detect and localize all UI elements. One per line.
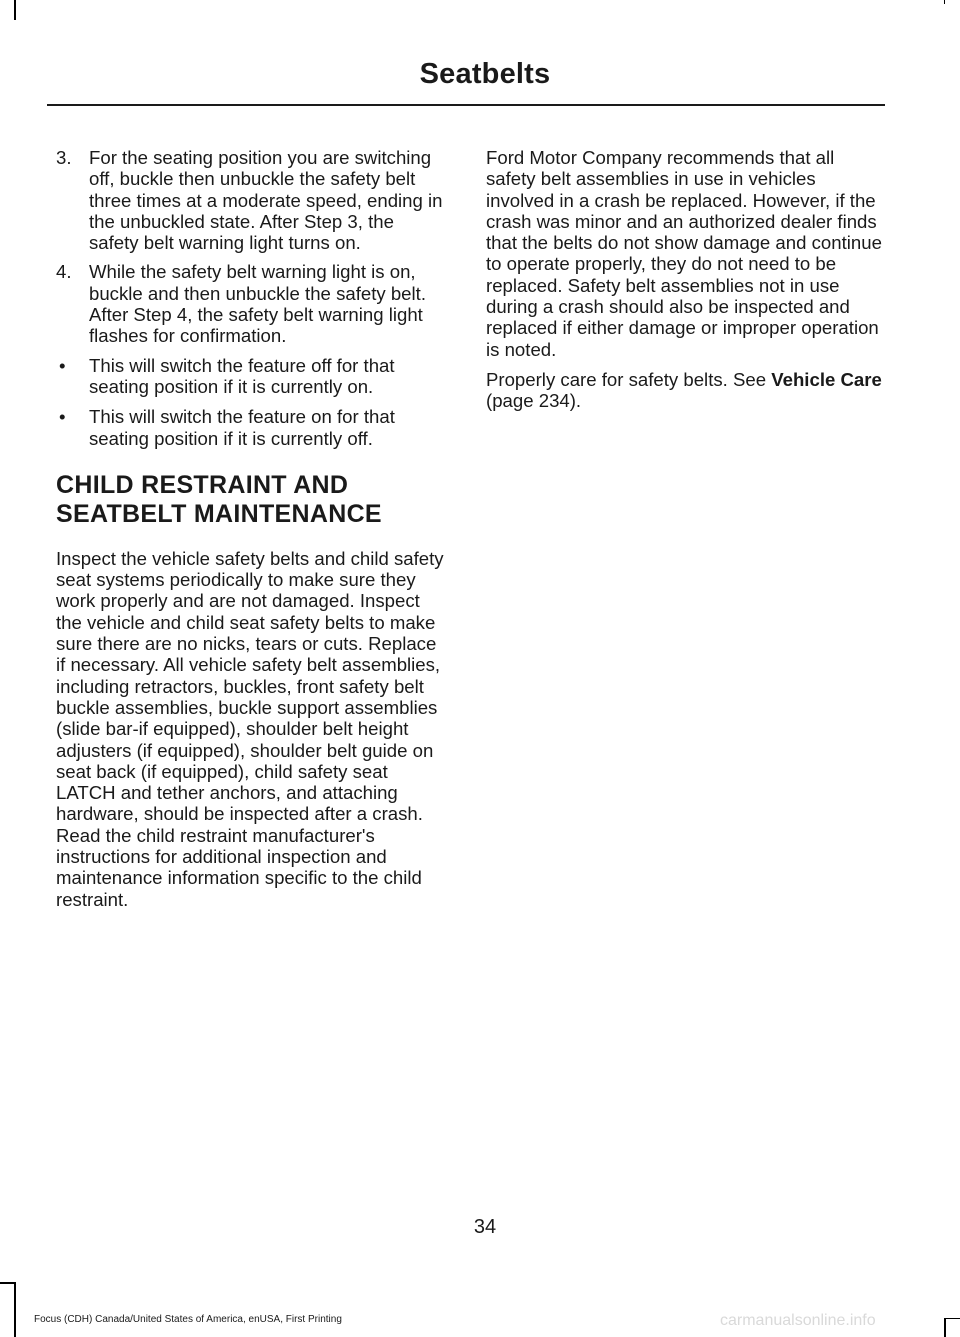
crop-mark-bottom-left-horizontal [0, 1282, 16, 1284]
step-number: 4. [56, 261, 72, 283]
bullet-item-off [56, 355, 448, 398]
replacement-paragraph: Ford Motor Company recommends that all safety belt assemblies in use in vehicles involved in a crash be replaced. However, if the crash was minor and an authorized dealer finds that the belts do not show damage and continue to operate properly, they do not need to be replaced. Safety belt assemblies not in use during a crash should also be inspected and replaced if either damage or improper operation is noted. [486, 147, 882, 360]
vehicle-care-link[interactable]: Vehicle Care [771, 368, 882, 390]
bullet-symbol: • [59, 406, 66, 428]
bullet-item-on [56, 406, 448, 449]
bullet-text: This will switch the feature on for that seating position if it is currently off. [89, 406, 395, 449]
section-heading: CHILD RESTRAINT AND SEATBELT MAINTENANCE [56, 470, 382, 528]
crop-mark-bottom-right-horizontal [944, 1318, 960, 1319]
care-paragraph [486, 369, 886, 412]
bullet-text: This will switch the feature off for that seating position if it is currently on. [89, 354, 395, 397]
page-number: 34 [473, 1216, 497, 1238]
watermark: carmanualsonline.info [720, 1312, 876, 1329]
print-info: Focus (CDH) Canada/United States of America, enUSA, First Printing [34, 1314, 342, 1325]
header-divider [47, 104, 885, 106]
step-item-3 [56, 147, 448, 253]
step-item-4 [56, 261, 448, 346]
bullet-symbol: • [59, 354, 66, 376]
left-column [56, 147, 448, 919]
care-text-prefix: Properly care for safety belts. See [486, 368, 772, 390]
step-text: While the safety belt warning light is on, buckle and then unbuckle the safety belt. After Step 4, the safety belt warning light flashes for confirmation. [89, 261, 426, 347]
crop-mark-bottom-right [944, 1318, 946, 1337]
right-column [486, 147, 886, 421]
page-title: Seatbelts [419, 58, 551, 90]
step-text: For the seating position you are switching off, buckle then unbuckle the safety belt three times at a moderate speed, ending in the unbuckled state. After Step 3, the safety belt warning light turns on. [89, 147, 443, 254]
crop-mark-bottom-left [14, 1283, 16, 1337]
crop-mark-top-right [944, 0, 945, 4]
crop-mark-top-left [14, 0, 16, 20]
maintenance-paragraph: Inspect the vehicle safety belts and child safety seat systems periodically to make sure they work properly and are not damaged. Inspect the vehicle and child seat safety belts to make sure there are no nicks, tears or cuts. Replace if necessary. All vehicle safety belt assemblies, including retractors, buckles, front safety belt buckle assemblies, buckle support assemblies (slide bar-if equipped), shoulder belt height adjusters (if equipped), shoulder belt guide on seat back (if equipped), child safety seat LATCH and tether anchors, and attaching hardware, should be inspected after a crash. Read the child restraint manufacturer's instructions for additional inspection and maintenance information specific to the child restraint. [56, 547, 444, 910]
step-number: 3. [56, 147, 72, 168]
care-text-suffix: (page 234). [486, 390, 582, 412]
